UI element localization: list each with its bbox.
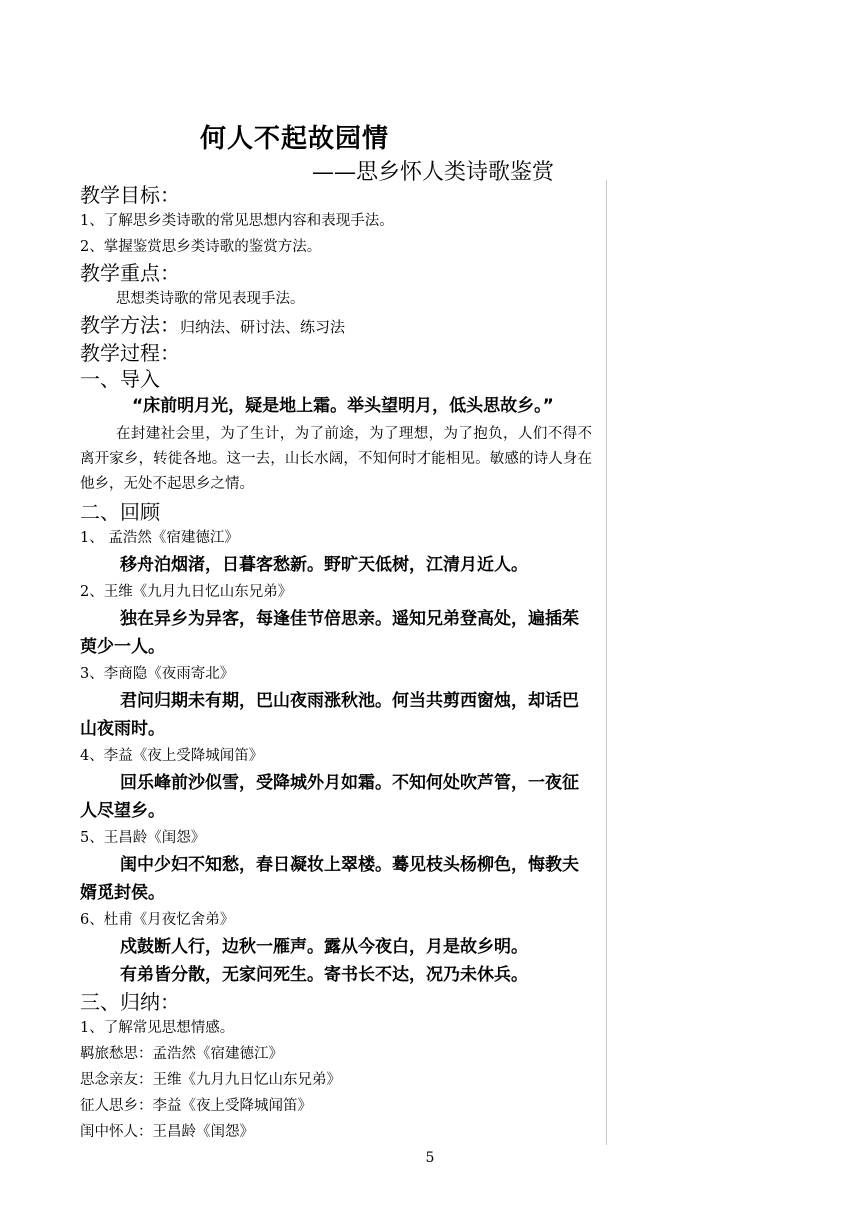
summary-item: 1、了解常见思想情感。 — [80, 1020, 235, 1036]
process-heading: 教学过程： — [80, 341, 180, 365]
methods-heading: 教学方法： — [80, 313, 180, 337]
summary-item: 思念亲友：王维《九月九日忆山东兄弟》 — [80, 1072, 341, 1088]
lesson-content — [80, 182, 592, 1145]
intro-quote: “床前明月光，疑是地上霜。举头望明月，低头思故乡。” — [132, 396, 554, 416]
poem-text: 回乐峰前沙似雪，受降城外月如霜。不知何处吹芦管，一夜征人尽望乡。 — [80, 773, 579, 821]
summary-heading: 三、归纳： — [80, 990, 180, 1014]
poem-label: 2、王维《九月九日忆山东兄弟》 — [80, 584, 293, 600]
methods-text: 归纳法、研讨法、练习法 — [180, 318, 346, 336]
summary-item: 征人思乡：李益《夜上受降城闻笛》 — [80, 1098, 312, 1114]
margin-rule — [606, 180, 607, 1145]
objective-item: 2、掌握鉴赏思乡类诗歌的鉴赏方法。 — [80, 239, 322, 255]
poem-label: 1、 孟浩然《宿建德江》 — [80, 530, 239, 546]
poem-label: 3、李商隐《夜雨寄北》 — [80, 666, 235, 682]
poem-text: 闺中少妇不知愁，春日凝妆上翠楼。蓦见枝头杨柳色，悔教夫婿觅封侯。 — [80, 855, 579, 903]
intro-paragraph: 在封建社会里，为了生计，为了前途，为了理想，为了抱负，人们不得不离开家乡，转徙各地。这一去，山长水阔，不知何时才能相见。敏感的诗人身在他乡，无处不起思乡之情。 — [80, 426, 592, 492]
poem-text: 有弟皆分散，无家问死生。寄书长不达，况乃未休兵。 — [120, 965, 528, 985]
poem-text: 戍鼓断人行，边秋一雁声。露从今夜白，月是故乡明。 — [120, 937, 528, 957]
intro-heading: 一、导入 — [80, 367, 160, 391]
poem-text: 独在异乡为异客，每逢佳节倍思亲。遥知兄弟登高处，遍插茱萸少一人。 — [80, 609, 579, 657]
focus-text: 思想类诗歌的常见表现手法。 — [116, 291, 305, 307]
poem-text: 移舟泊烟渚，日暮客愁新。野旷天低树，江清月近人。 — [120, 555, 528, 575]
poem-label: 6、杜甫《月夜忆舍弟》 — [80, 912, 235, 928]
page-number: 5 — [425, 1150, 435, 1166]
page-subtitle: ——思乡怀人类诗歌鉴赏 — [312, 160, 555, 185]
poem-label: 4、李益《夜上受降城闻笛》 — [80, 748, 264, 764]
summary-item: 羁旅愁思：孟浩然《宿建德江》 — [80, 1046, 283, 1062]
summary-item: 闺中怀人：王昌龄《闺怨》 — [80, 1124, 254, 1140]
objective-item: 1、了解思乡类诗歌的常见思想内容和表现手法。 — [80, 213, 394, 229]
page-title: 何人不起故园情 — [200, 124, 390, 154]
poem-label: 5、王昌龄《闺怨》 — [80, 830, 206, 846]
focus-heading: 教学重点： — [80, 261, 180, 285]
methods-line — [80, 312, 592, 340]
objectives-heading: 教学目标： — [80, 183, 180, 207]
review-heading: 二、回顾 — [80, 500, 160, 524]
poem-text: 君问归期未有期，巴山夜雨涨秋池。何当共剪西窗烛，却话巴山夜雨时。 — [80, 691, 579, 739]
